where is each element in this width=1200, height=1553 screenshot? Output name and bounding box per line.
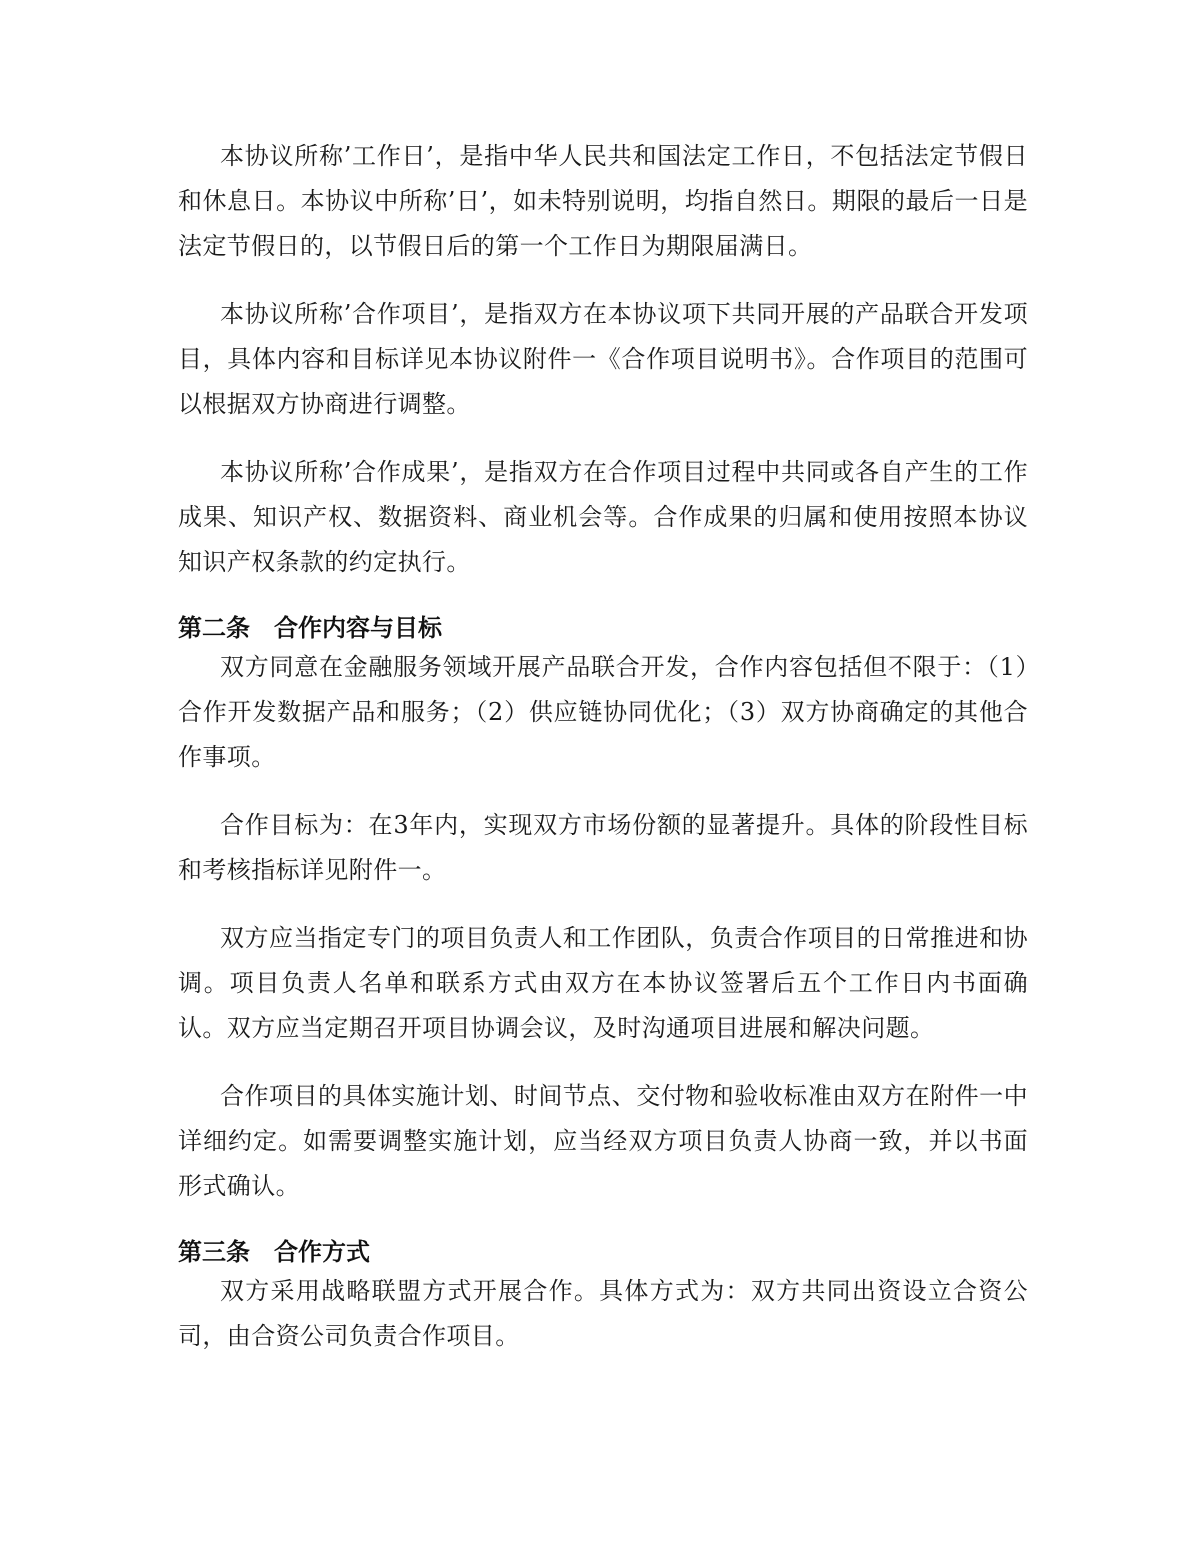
paragraph-goal: 合作目标为：在3年内，实现双方市场份额的显著提升。具体的阶段性目标和考核指标详见附件一。 bbox=[178, 811, 1028, 884]
heading-article-3: 第三条 合作方式 bbox=[178, 1238, 370, 1266]
paragraph-project-definition: 本协议所称’合作项目’，是指双方在本协议项下共同开展的产品联合开发项目，具体内容和目标详见本协议附件一《合作项目说明书》。合作项目的范围可以根据双方协商进行调整。 bbox=[178, 300, 1028, 418]
paragraph-team: 双方应当指定专门的项目负责人和工作团队，负责合作项目的日常推进和协调。项目负责人名单和联系方式由双方在本协议签署后五个工作日内书面确认。双方应当定期召开项目协调会议，及时沟通项目进展和解决问题。 bbox=[178, 924, 1028, 1042]
paragraph-content-scope: 双方同意在金融服务领域开展产品联合开发，合作内容包括但不限于：（1）合作开发数据产品和服务；（2）供应链协同优化；（3）双方协商确定的其他合作事项。 bbox=[178, 653, 1028, 771]
paragraph-plan: 合作项目的具体实施计划、时间节点、交付物和验收标准由双方在附件一中详细约定。如需要调整实施计划，应当经双方项目负责人协商一致，并以书面形式确认。 bbox=[178, 1082, 1028, 1200]
paragraph-mode: 双方采用战略联盟方式开展合作。具体方式为：双方共同出资设立合资公司，由合资公司负责合作项目。 bbox=[178, 1277, 1028, 1350]
paragraph-result-definition: 本协议所称’合作成果’，是指双方在合作项目过程中共同或各自产生的工作成果、知识产权、数据资料、商业机会等。合作成果的归属和使用按照本协议知识产权条款的约定执行。 bbox=[178, 458, 1028, 576]
heading-article-2: 第二条 合作内容与目标 bbox=[178, 614, 442, 642]
paragraph-workday-definition: 本协议所称’工作日’，是指中华人民共和国法定工作日，不包括法定节假日和休息日。本协议中所称’日’，如未特别说明，均指自然日。期限的最后一日是法定节假日的，以节假日后的第一个工作日为期限届满日。 bbox=[178, 142, 1028, 260]
